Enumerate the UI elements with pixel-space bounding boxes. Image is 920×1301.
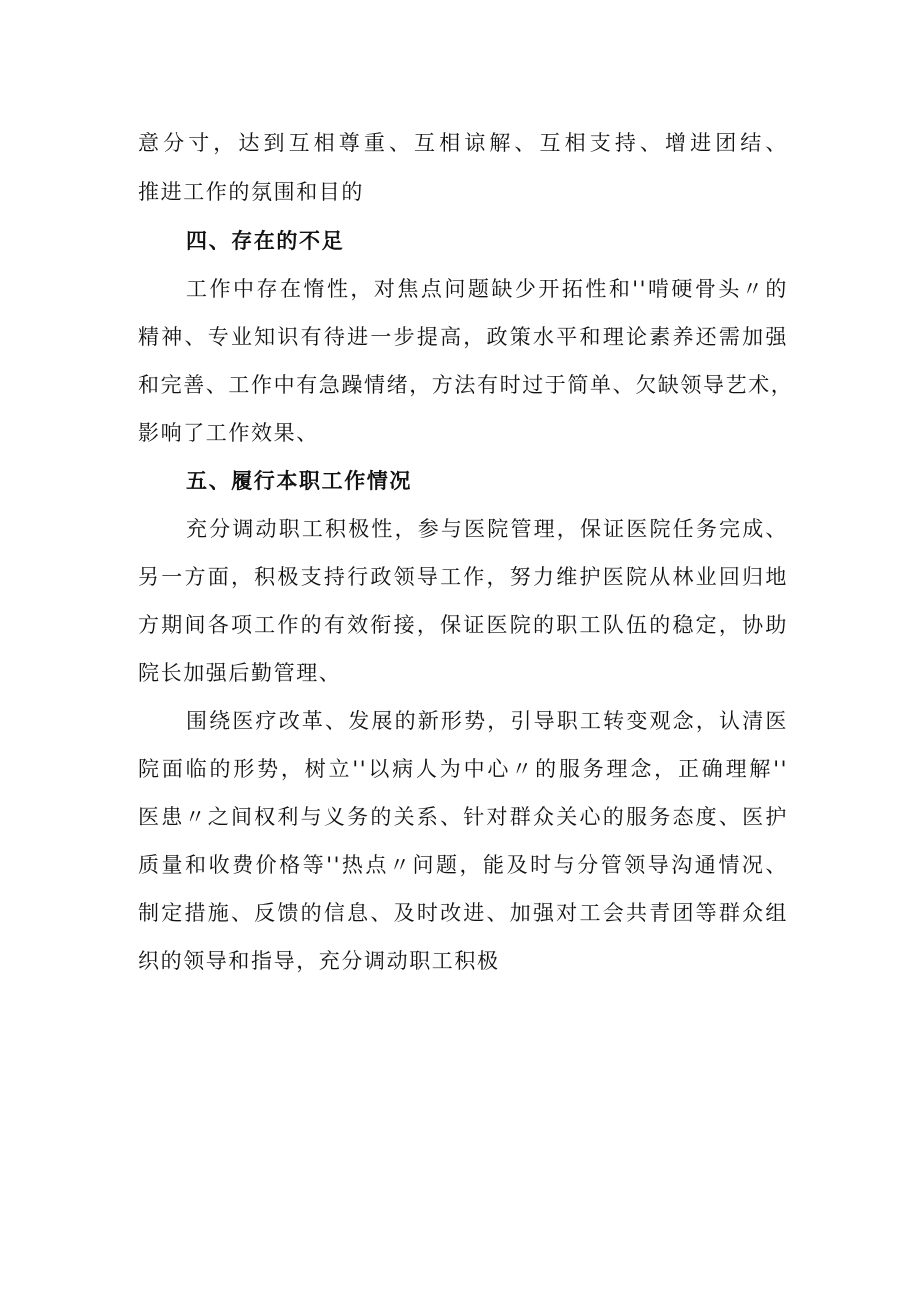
paragraph-line: 工作中存在惰性，对焦点问题缺少开拓性和''啃硬骨头〃的 [186, 277, 788, 301]
paragraph-line: 质量和收费价格等''热点〃问题，能及时与分管领导沟通情况、 [138, 853, 788, 877]
paragraph-line: 院长加强后勤管理、 [138, 661, 342, 685]
paragraph-line: 影响了工作效果、 [138, 421, 319, 445]
paragraph-line: 精神、专业知识有待进一步提高，政策水平和理论素养还需加强 [138, 325, 788, 349]
section-heading-shortcomings: 四、存在的不足 [186, 229, 345, 253]
paragraph-line: 和完善、工作中有急躁情绪，方法有时过于简单、欠缺领导艺术， [138, 373, 794, 397]
paragraph-line: 制定措施、反馈的信息、及时改进、加强对工会共青团等群众组 [138, 901, 788, 925]
section-heading-duties: 五、履行本职工作情况 [186, 469, 412, 493]
paragraph-line: 织的领导和指导，充分调动职工积极 [138, 949, 500, 973]
paragraph-line: 推进工作的氛围和目的 [138, 180, 364, 204]
paragraph-line: 医患〃之间权利与义务的关系、针对群众关心的服务态度、医护 [138, 805, 788, 829]
paragraph-line: 院面临的形势，树立''以病人为中心〃的服务理念，正确理解'' [138, 757, 788, 781]
paragraph-line: 另一方面，积极支持行政领导工作，努力维护医院从林业回归地 [138, 565, 788, 589]
paragraph-line: 意分寸，达到互相尊重、互相谅解、互相支持、增进团结、 [138, 131, 788, 155]
paragraph-line: 方期间各项工作的有效衔接，保证医院的职工队伍的稳定，协助 [138, 613, 788, 637]
paragraph-line: 充分调动职工积极性，参与医院管理，保证医院任务完成、 [186, 517, 788, 541]
paragraph-line: 围绕医疗改革、发展的新形势，引导职工转变观念，认清医 [186, 709, 788, 733]
